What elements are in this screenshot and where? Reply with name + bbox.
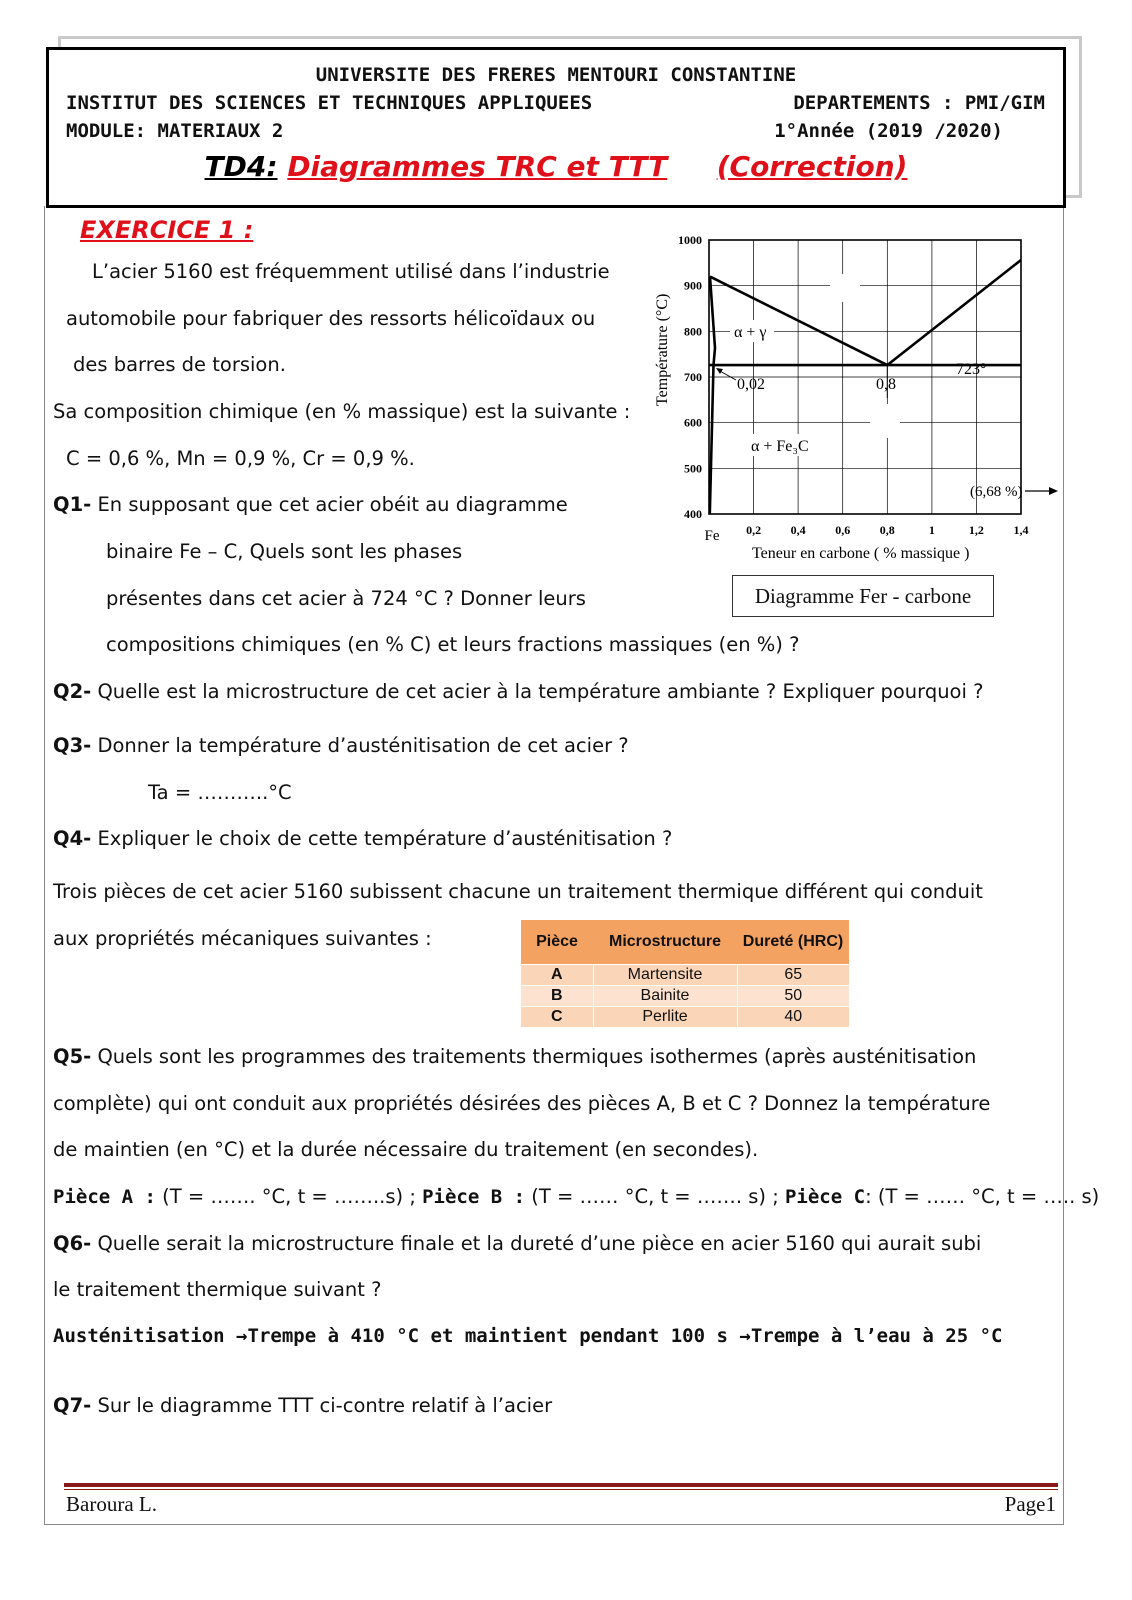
university-name: UNIVERSITE DES FRERES MENTOURI CONSTANTINE [315,64,797,86]
table-header-row [521,920,849,965]
treatment-step-3: Trempe à l’eau à 25 °C [750,1325,1003,1347]
table-cell: Bainite [593,986,737,1007]
y-tick: 1000 [678,233,702,247]
figure-caption: Diagramme Fer - carbone [732,575,994,617]
q7-line [53,1394,552,1417]
q3-blank: Ta = ………..°C [148,781,292,804]
q4-text: Expliquer le choix de cette température d’austénitisation ? [97,827,673,850]
region-alpha-gamma: α + γ [734,324,767,341]
piece-c-blank: : (T = …… °C, t = ….. s) [865,1185,1100,1208]
arrow-right-icon: → [739,1325,751,1347]
x-tick: 0,4 [790,523,806,537]
q1-line-3: présentes dans cet acier à 724 °C ? Donner leurs [106,587,586,610]
region-alpha-fe3c: α + Fe₃C [751,438,809,455]
piece-b-blank: (T = …… °C, t = ……. s) ; [531,1185,779,1208]
institute-name: INSTITUT DES SCIENCES ET TECHNIQUES APPLIQUEES [66,92,593,114]
footer-rule [64,1483,1058,1487]
table-row [521,1007,849,1028]
table-row [521,965,849,986]
td-title: Diagrammes TRC et TTT [287,150,668,183]
arrow-right-icon: → [236,1325,248,1347]
header-box [46,47,1066,208]
x-tick: Fe [704,528,720,544]
intro-line-3: des barres de torsion. [73,353,286,376]
y-tick: 600 [684,415,702,430]
table-row [521,986,849,1007]
q5-text-1: Quels sont les programmes des traitements thermiques isothermes (après austénitisation [97,1045,977,1068]
acm-line [887,260,1021,365]
x-tick: 0,2 [746,523,762,537]
hardness-table [521,920,849,1027]
q1-line-4: compositions chimiques (en % C) et leurs fractions massiques (en %) ? [106,633,800,656]
footer-author: Baroura L. [66,1492,157,1516]
pieces-line-2: aux propriétés mécaniques suivantes : [53,927,432,950]
piece-c-label: Pièce C [784,1186,866,1208]
table-cell: Martensite [593,965,737,986]
q7-text: Sur le diagramme TTT ci-contre relatif à l’acier [97,1394,553,1417]
q3-line [53,734,629,757]
table-cell: 65 [737,965,849,986]
label-002: 0,02 [737,376,765,393]
alpha-solvus [710,277,715,514]
intro-line-1: L’acier 5160 est fréquemment utilisé dans l’industrie [92,260,610,283]
label-08: 0,8 [876,376,896,393]
q4-label: Q4- [53,827,92,850]
q5-line-2: complète) qui ont conduit aux propriétés désirées des pièces A, B et C ? Donnez la température [53,1092,991,1115]
y-tick: 500 [684,461,702,476]
y-tick: 700 [684,370,702,384]
q4-line [53,827,672,850]
table-cell: 50 [737,986,849,1007]
q2-line [53,680,983,703]
piece-a-blank: (T = ……. °C, t = ……..s) ; [162,1185,416,1208]
q7-label: Q7- [53,1394,92,1417]
table-cell: A [521,965,593,986]
td-label: TD4: [204,150,278,183]
y-axis-label: Température (°C) [654,293,671,406]
fe-c-diagram [650,228,1060,578]
y-tick: 900 [684,278,702,293]
x-tick: 1,2 [968,523,984,537]
y-tick: 400 [684,507,702,521]
y-tick: 800 [684,324,702,339]
q1-label: Q1- [53,493,92,516]
x-tick: 1,4 [1013,523,1029,537]
q2-label: Q2- [53,680,92,703]
td-note: (Correction) [716,150,908,183]
x-tick: 0,6 [835,523,851,537]
treatment-step-1: Austénitisation [53,1325,225,1347]
q5-line-3: de maintien (en °C) et la durée nécessaire du traitement (en secondes). [53,1138,759,1161]
table-cell: B [521,986,593,1007]
label-723: 723° [956,361,987,378]
q6-line-1 [53,1232,981,1255]
treatment-step-2: Trempe à 410 °C et maintient pendant 100 s [247,1325,728,1347]
pieces-line-1: Trois pièces de cet acier 5160 subissent chacune un traitement thermique différent qui conduit [53,880,983,903]
composition: C = 0,6 %, Mn = 0,9 %, Cr = 0,9 %. [66,447,415,470]
exercise-title: EXERCICE 1 : [80,216,254,244]
treatment-sequence [53,1325,1003,1347]
footer-rule-thin [64,1489,1058,1490]
q6-text-1: Quelle serait la microstructure finale et la dureté d’une pièce en acier 5160 qui aurait subi [97,1232,982,1255]
q5-answers [53,1185,1099,1208]
q6-line-2: le traitement thermique suivant ? [53,1278,382,1301]
label-668: (6,68 %) [970,484,1023,500]
x-axis-label: Teneur en carbone ( % massique ) [752,545,970,562]
q1-text-1: En supposant que cet acier obéit au diagramme [97,493,568,516]
table-cell: 40 [737,1007,849,1028]
table-header: Microstructure [593,920,737,965]
intro-line-2: automobile pour fabriquer des ressorts hélicoïdaux ou [66,307,596,330]
x-tick: 1 [928,523,935,537]
academic-year: 1°Année (2019 /2020) [774,120,1003,142]
x-tick: 0,8 [879,523,895,537]
page-title [49,150,1063,183]
footer-page-number: Page1 [1004,1492,1056,1516]
q3-label: Q3- [53,734,92,757]
q3-text: Donner la température d’austénitisation de cet acier ? [97,734,629,757]
q1-line-1 [53,493,568,516]
q5-line-1 [53,1045,976,1068]
table-header: Dureté (HRC) [737,920,849,965]
departments: DEPARTEMENTS : PMI/GIM [793,92,1045,114]
piece-b-label: Pièce B : [422,1186,526,1208]
q2-text: Quelle est la microstructure de cet acier à la température ambiante ? Expliquer pourquoi ? [97,680,984,703]
module-name: MODULE: MATERIAUX 2 [66,120,284,142]
table-cell: C [521,1007,593,1028]
q5-label: Q5- [53,1045,92,1068]
table-header: Pièce [521,920,593,965]
table-cell: Perlite [593,1007,737,1028]
piece-a-label: Pièce A : [53,1186,156,1208]
q6-label: Q6- [53,1232,92,1255]
q1-line-2: binaire Fe – C, Quels sont les phases [106,540,463,563]
composition-intro: Sa composition chimique (en % massique) est la suivante : [53,400,631,423]
